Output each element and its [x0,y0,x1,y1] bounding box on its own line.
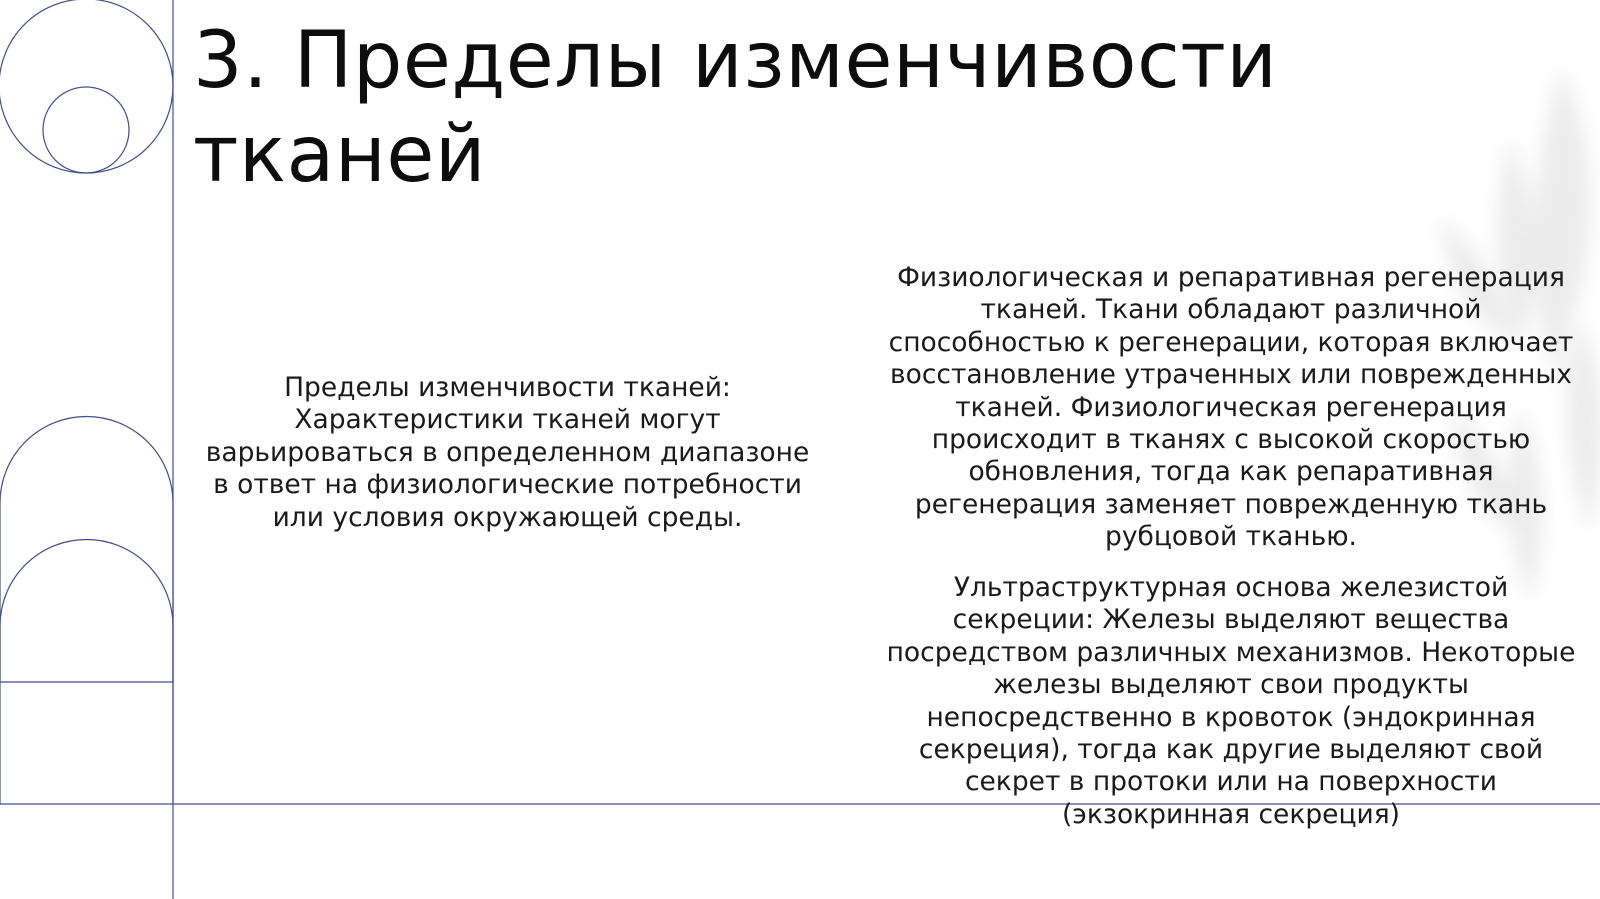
right-text-block-secretion: Ультраструктурная основа железистой секреции: Железы выделяют вещества посредством различных механизмов. Некоторые железы выделяют свои продукты непосредственно в кровоток (эндокринная секреция), тогда как другие выделяют свой секрет в протоки или на поверхности (экзокринная секреция) [886,572,1576,830]
slide-title [193,14,1393,202]
upper-arch-shape [0,416,173,682]
lower-arch-shape [0,540,173,805]
title-line-2: тканей [193,110,487,200]
title-line-1: 3. Пределы изменчивости [193,16,1278,106]
small-circle-shape [43,87,129,173]
right-text-block-regeneration: Физиологическая и репаративная регенерация тканей. Ткани обладают различной способностью к регенерации, которая включает восстановление утраченных или поврежденных тканей. Физиологическая регенерация происходит в тканях с высокой скоростью обновления, тогда как репаративная регенерация заменяет поврежденную ткань рубцовой тканью. [888,262,1574,553]
left-text-block: Пределы изменчивости тканей: Характеристики тканей могут варьироваться в определенном диапазоне в ответ на физиологические потребности или условия окружающей среды. [205,372,810,533]
